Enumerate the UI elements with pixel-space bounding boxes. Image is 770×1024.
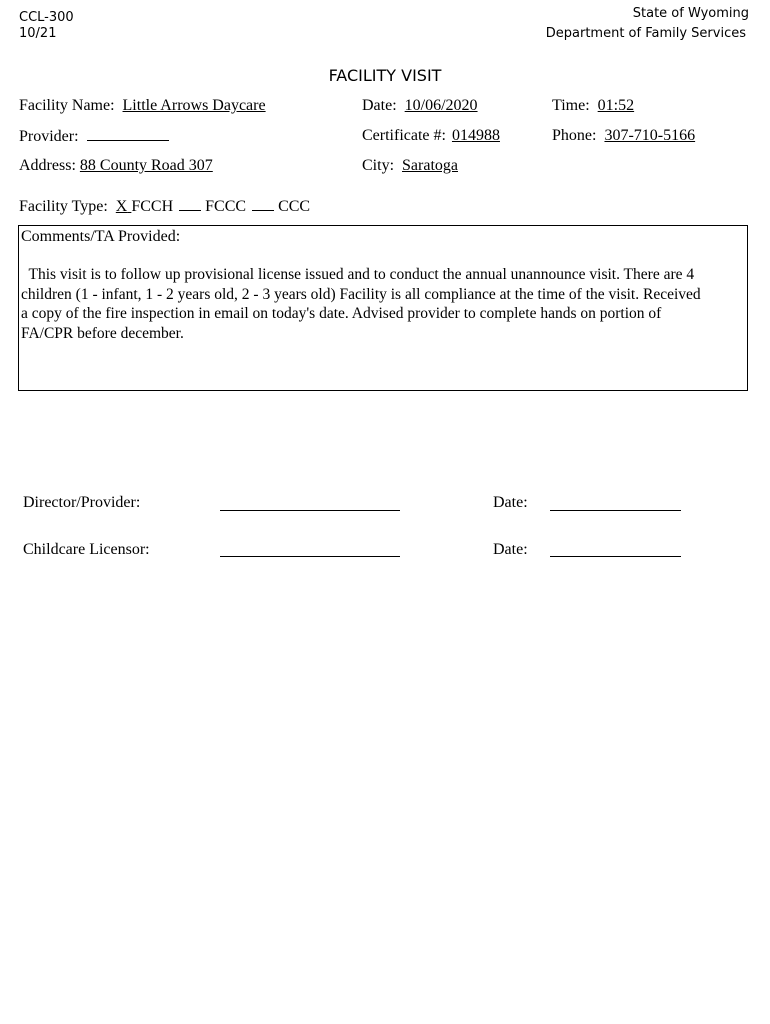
address-value: 88 County Road 307 <box>79 157 213 174</box>
provider-label: Provider: <box>19 128 79 145</box>
facility-name-value: Little Arrows Daycare <box>122 97 266 114</box>
facility-type-option-ccc: CCC <box>278 198 311 215</box>
provider-field <box>19 126 169 147</box>
facility-type-label: Facility Type: <box>19 198 108 215</box>
form-revision-date: 10/21 <box>19 26 57 41</box>
address-label: Address: <box>19 157 76 174</box>
facility-type-blank-fccc <box>179 196 201 211</box>
city-value: Saratoga <box>402 157 458 174</box>
address-field <box>19 156 213 176</box>
time-label: Time: <box>552 97 590 114</box>
certificate-field <box>362 126 500 146</box>
form-code: CCL-300 <box>19 10 74 25</box>
comments-line: a copy of the fire inspection in email on today's date. Advised provider to complete hands on portion of <box>21 305 662 322</box>
director-date-label: Date: <box>493 494 528 511</box>
comments-line: This visit is to follow up provisional license issued and to conduct the annual unannounce visit. There are 4 <box>21 266 695 283</box>
city-field <box>362 156 458 176</box>
director-date-line <box>550 510 681 511</box>
facility-name-label: Facility Name: <box>19 97 115 114</box>
date-label: Date: <box>362 97 397 114</box>
phone-value: 307-710-5166 <box>604 127 696 144</box>
comments-text <box>21 265 701 343</box>
licensor-date-line <box>550 556 681 557</box>
certificate-label: Certificate #: <box>362 127 446 144</box>
facility-type-option-fccc: FCCC <box>205 198 247 215</box>
director-provider-label: Director/Provider: <box>23 494 141 511</box>
time-value: 01:52 <box>597 97 635 114</box>
facility-type-selected-mark: X <box>115 198 128 215</box>
licensor-signature-line <box>220 556 400 557</box>
time-field <box>552 96 634 116</box>
page-title: FACILITY VISIT <box>328 66 442 85</box>
phone-label: Phone: <box>552 127 597 144</box>
licensor-date-label: Date: <box>493 541 528 558</box>
city-label: City: <box>362 157 395 174</box>
facility-name-field <box>19 96 266 116</box>
state-name: State of Wyoming <box>632 6 749 21</box>
facility-type-blank-ccc <box>252 196 274 211</box>
childcare-licensor-label: Childcare Licensor: <box>23 541 150 558</box>
comments-line: children (1 - infant, 1 - 2 years old, 2 - 3 years old) Facility is all compliance at the time of the visit. Received <box>21 285 701 303</box>
phone-field <box>552 126 695 146</box>
department-name: Department of Family Services <box>545 26 746 41</box>
certificate-value: 014988 <box>451 127 500 144</box>
director-signature-line <box>220 510 400 511</box>
date-value: 10/06/2020 <box>404 97 478 114</box>
facility-type-field <box>19 196 310 217</box>
comments-line: FA/CPR before december. <box>21 324 184 342</box>
comments-label: Comments/TA Provided: <box>21 228 181 245</box>
provider-blank-line <box>87 126 169 141</box>
date-field <box>362 96 478 116</box>
facility-type-option-fcch: FCCH <box>131 198 174 215</box>
